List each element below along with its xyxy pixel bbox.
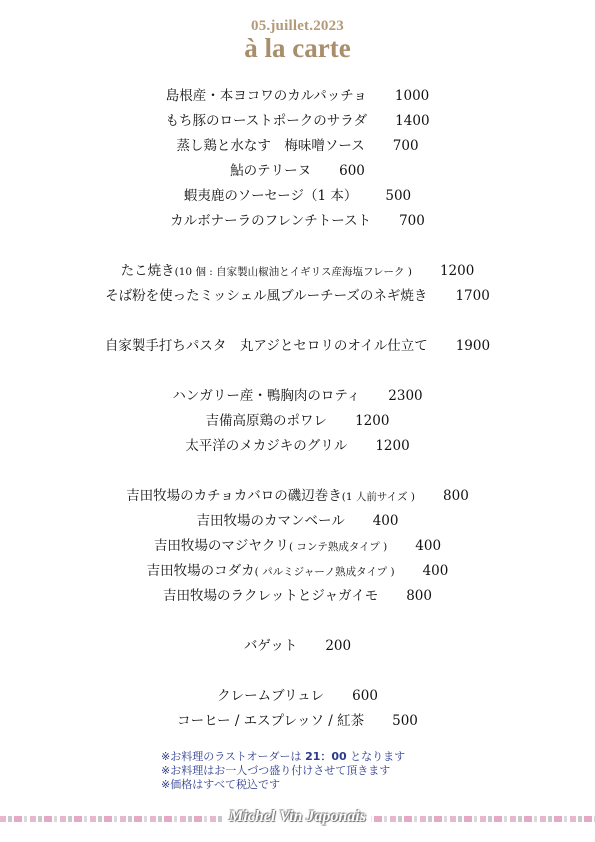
item-name: 自家製手打ちパスタ 丸アジとセロリのオイル仕立て (104, 338, 428, 354)
item-price: 1200 (355, 413, 390, 429)
menu-item (0, 209, 595, 234)
menu-item (0, 334, 595, 359)
item-price: 1900 (455, 338, 491, 354)
item-name: 吉田牧場のマジヤクリ (153, 538, 289, 554)
item-note: (10 個 : 自家製山椒油とイギリス産海塩フレーク ) (174, 266, 412, 278)
item-price: 500 (385, 188, 412, 204)
item-price: 700 (399, 213, 425, 229)
menu-item (0, 84, 595, 109)
item-name: 吉田牧場のラクレットとジャガイモ (163, 588, 379, 604)
menu-item (0, 634, 595, 659)
section-gap (0, 459, 595, 484)
item-price: 1400 (395, 113, 430, 129)
item-name: クレームブリュレ (217, 688, 325, 704)
menu-item (0, 409, 595, 434)
brand-logo: Michel Vin Japonais (223, 808, 372, 826)
menu-item (0, 509, 595, 534)
item-name: ハンガリー産・鴨胸肉のロティ (172, 388, 361, 404)
menu-item (0, 584, 595, 609)
item-price: 1000 (394, 88, 430, 104)
menu-item (0, 159, 595, 184)
item-name: 太平洋のメカジキのグリル (185, 438, 348, 454)
item-price: 700 (392, 138, 419, 154)
item-name: 鮎のテリーヌ (230, 163, 312, 179)
menu-list (0, 84, 595, 734)
item-price: 1700 (455, 288, 490, 304)
item-price: 400 (372, 513, 399, 529)
menu-item (0, 184, 595, 209)
menu-item (0, 434, 595, 459)
menu-item (0, 134, 595, 159)
menu-item (0, 684, 595, 709)
item-name: そば粉を使ったミッシェル風ブルーチーズのネギ焼き (105, 288, 428, 304)
item-note: ( コンテ熟成タイプ ) (288, 541, 388, 553)
note-last-order (161, 750, 405, 764)
note-plating: ※お料理はお一人づつ盛り付けさせて頂きます (161, 764, 391, 777)
item-name: たこ焼き (120, 263, 175, 279)
item-name: 蒸し鶏と水なす 梅味噌ソース (176, 138, 365, 154)
item-price: 600 (339, 163, 365, 179)
item-price: 800 (443, 488, 469, 504)
item-price: 600 (352, 688, 378, 704)
item-name: 吉田牧場のカマンベール (196, 513, 345, 529)
item-note: ( パルミジャーノ熟成タイプ ) (254, 566, 395, 578)
notes-block (161, 750, 405, 792)
section-gap (0, 609, 595, 634)
item-name: 島根産・本ヨコワのカルパッチョ (165, 88, 367, 104)
section-gap (0, 359, 595, 384)
item-name: コーヒー / エスプレッソ / 紅茶 (177, 713, 365, 729)
menu-item (0, 384, 595, 409)
footer (0, 808, 595, 828)
item-name: 吉田牧場のコダカ (146, 563, 255, 579)
menu-date: 05.juillet.2023 (251, 18, 344, 34)
item-price: 800 (406, 588, 432, 604)
item-price: 1200 (375, 438, 410, 454)
menu-title: à la carte (244, 33, 351, 63)
note-text: ※お料理のラストオーダーは (161, 750, 306, 763)
last-order-time: 21：00 (305, 750, 347, 763)
item-name: 吉田牧場のカチョカバロの磯辺巻き (126, 488, 342, 504)
note-tax: ※価格はすべて税込です (161, 778, 280, 791)
item-name: もち豚のローストポークのサラダ (165, 113, 368, 129)
menu-item (0, 534, 595, 559)
menu-item (0, 259, 595, 284)
section-gap (0, 659, 595, 684)
item-price: 2300 (388, 388, 423, 404)
item-price: 200 (325, 638, 352, 654)
item-name: 吉備高原鶏のポワレ (205, 413, 328, 429)
item-price: 500 (392, 713, 418, 729)
item-price: 400 (415, 538, 442, 554)
menu-item (0, 559, 595, 584)
menu-item (0, 484, 595, 509)
item-note: (1 人前サイズ ) (341, 491, 416, 503)
menu-item (0, 709, 595, 734)
section-gap (0, 309, 595, 334)
section-gap (0, 234, 595, 259)
item-price: 400 (422, 563, 449, 579)
menu-item (0, 109, 595, 134)
item-name: カルボナーラのフレンチトースト (170, 213, 372, 229)
menu-item (0, 284, 595, 309)
note-text: となります (346, 750, 406, 763)
item-name: 蝦夷鹿のソーセージ（1 本） (183, 188, 358, 204)
item-name: バゲット (243, 638, 298, 654)
item-price: 1200 (439, 263, 475, 279)
